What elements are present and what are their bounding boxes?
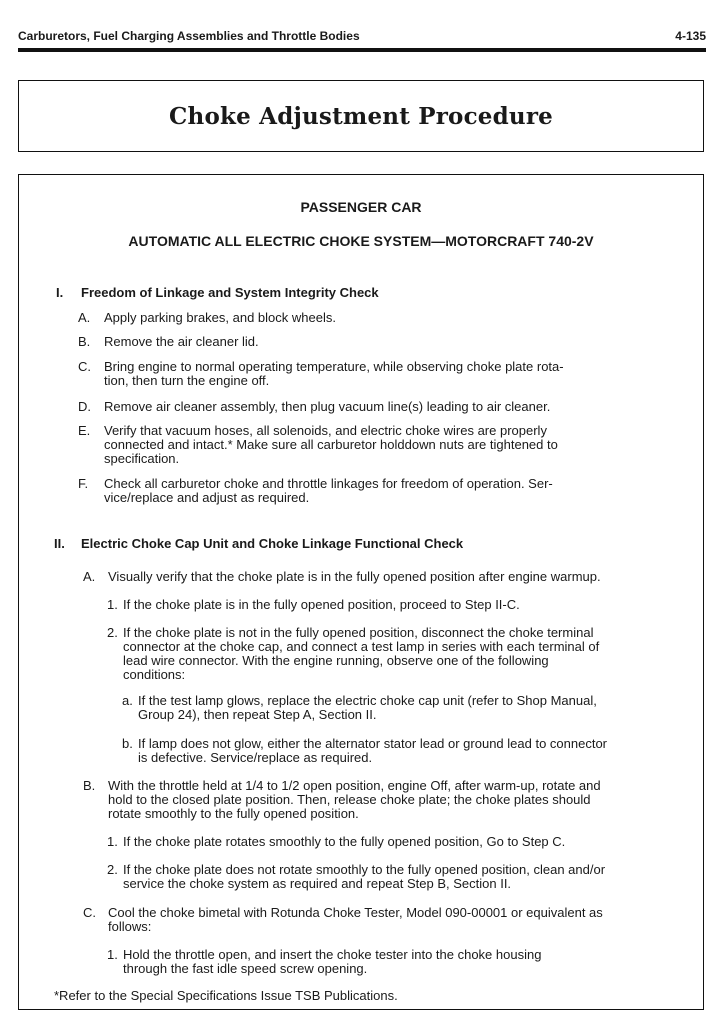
- step-label: 1.: [107, 834, 118, 849]
- item-text-line: Remove the air cleaner lid.: [104, 334, 259, 349]
- item-label: F.: [78, 476, 89, 491]
- item-text-line: Check all carburetor choke and throttle linkages for freedom of operation. Ser-: [104, 476, 553, 491]
- item-label: C.: [83, 905, 96, 920]
- step-label: 1.: [107, 597, 118, 612]
- item-text-line: connected and intact.* Make sure all carburetor holddown nuts are tightened to: [104, 437, 558, 452]
- step-text-line: through the fast idle speed screw opening.: [123, 961, 368, 976]
- item-label: E.: [78, 423, 91, 438]
- step-text-line: If the choke plate is not in the fully opened position, disconnect the choke terminal: [123, 625, 594, 640]
- step-text-line: If the choke plate does not rotate smoothly to the fully opened position, clean and/or: [123, 862, 606, 877]
- chapter-title: Carburetors, Fuel Charging Assemblies and Throttle Bodies: [18, 29, 360, 43]
- step-label: 1.: [107, 947, 118, 962]
- item-text-line: Cool the choke bimetal with Rotunda Choke Tester, Model 090-00001 or equivalent as: [108, 905, 603, 920]
- substep-text-line: If the test lamp glows, replace the electric choke cap unit (refer to Shop Manual,: [138, 693, 597, 708]
- section-2-number: II.: [54, 536, 65, 551]
- step-label: 2.: [107, 625, 118, 640]
- substep-text-line: If lamp does not glow, either the alternator stator lead or ground lead to connector: [138, 736, 608, 751]
- step-text-line: Hold the throttle open, and insert the choke tester into the choke housing: [123, 947, 542, 962]
- substep-label: b.: [122, 736, 133, 751]
- step-text-line: service the choke system as required and repeat Step B, Section II.: [123, 876, 512, 891]
- item-text-line: hold to the closed plate position. Then, release choke plate; the choke plates should: [108, 792, 591, 807]
- step-text-line: connector at the choke cap, and connect a test lamp in series with each terminal of: [123, 639, 600, 654]
- page-title: Choke Adjustment Procedure: [169, 102, 553, 130]
- section-2-title: Electric Choke Cap Unit and Choke Linkage Functional Check: [81, 536, 464, 551]
- step-text-line: If the choke plate is in the fully opened position, proceed to Step II-C.: [123, 597, 520, 612]
- subtitle-vehicle: PASSENGER CAR: [300, 199, 422, 215]
- substep-label: a.: [122, 693, 133, 708]
- item-text-line: Bring engine to normal operating temperature, while observing choke plate rota-: [104, 359, 564, 374]
- page-number: 4-135: [675, 29, 706, 43]
- step-text-line: If the choke plate rotates smoothly to the fully opened position, Go to Step C.: [123, 834, 566, 849]
- step-text-line: conditions:: [123, 667, 186, 682]
- item-text-line: tion, then turn the engine off.: [104, 373, 270, 388]
- item-text-line: follows:: [108, 919, 152, 934]
- item-text-line: rotate smoothly to the fully opened position.: [108, 806, 359, 821]
- item-label: D.: [78, 399, 91, 414]
- item-text-line: specification.: [104, 451, 180, 466]
- item-text-line: Visually verify that the choke plate is in the fully opened position after engine warmup.: [108, 569, 601, 584]
- item-label: A.: [83, 569, 96, 584]
- item-label: A.: [78, 310, 91, 325]
- item-text-line: Verify that vacuum hoses, all solenoids, and electric choke wires are properly: [104, 423, 547, 438]
- procedure-box: [18, 174, 704, 1010]
- step-label: 2.: [107, 862, 118, 877]
- substep-text-line: Group 24), then repeat Step A, Section II.: [138, 707, 377, 722]
- item-label: B.: [83, 778, 96, 793]
- section-1-number: I.: [56, 285, 64, 300]
- title-box: [18, 80, 704, 152]
- item-text-line: vice/replace and adjust as required.: [104, 490, 310, 505]
- item-text-line: Apply parking brakes, and block wheels.: [104, 310, 336, 325]
- item-text-line: Remove air cleaner assembly, then plug vacuum line(s) leading to air cleaner.: [104, 399, 551, 414]
- section-1-title: Freedom of Linkage and System Integrity Check: [81, 285, 379, 300]
- running-header: [18, 29, 706, 49]
- step-text-line: lead wire connector. With the engine running, observe one of the following: [123, 653, 549, 668]
- footnote: *Refer to the Special Specifications Issue TSB Publications.: [54, 988, 398, 1003]
- item-label: C.: [78, 359, 91, 374]
- subtitle-system: AUTOMATIC ALL ELECTRIC CHOKE SYSTEM—MOTORCRAFT 740-2V: [128, 233, 594, 249]
- item-text-line: With the throttle held at 1/4 to 1/2 open position, engine Off, after warm-up, rotate and: [108, 778, 601, 793]
- item-label: B.: [78, 334, 91, 349]
- header-rule: [18, 48, 706, 52]
- substep-text-line: is defective. Service/replace as required.: [138, 750, 373, 765]
